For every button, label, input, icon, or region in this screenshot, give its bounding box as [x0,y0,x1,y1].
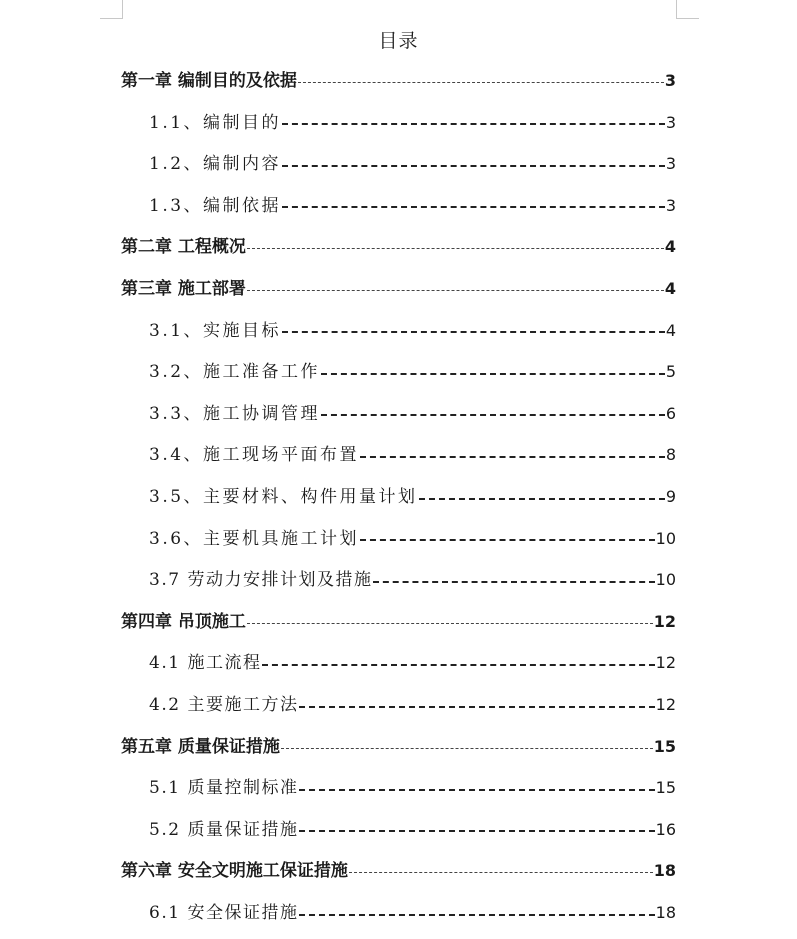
toc-entry-label: 5.1 质量控制标准 [149,778,299,799]
toc-section-entry[interactable] [149,311,676,351]
toc-section-entry[interactable] [149,685,676,725]
toc-chapter-entry[interactable] [121,851,676,891]
toc-dot-leader [321,413,665,416]
toc-entry-label: 第二章 工程概况 [121,237,246,258]
toc-section-entry[interactable] [149,893,676,933]
toc-page-number: 18 [653,861,676,881]
toc-section-entry[interactable] [149,144,676,184]
toc-chapter-entry[interactable] [121,61,676,101]
toc-title: 目录 [378,30,419,52]
toc-entry-label: 3.7 劳动力安排计划及措施 [149,570,373,591]
toc-entry-label: 第五章 质量保证措施 [121,736,280,757]
toc-dot-leader [360,538,655,541]
toc-page-number: 5 [665,362,676,382]
toc-dot-leader [321,372,665,375]
toc-page-number: 12 [655,695,676,714]
toc-page-number: 3 [665,195,676,215]
toc-dot-leader [262,663,654,666]
toc-page-number: 16 [655,819,676,839]
toc-entry-label: 1.1、编制目的 [149,112,282,133]
toc-entry-label: 1.3、编制依据 [149,195,282,216]
toc-dot-leader [298,81,664,83]
toc-chapter-entry[interactable] [121,269,676,309]
crop-mark-top-right [676,0,699,19]
toc-entry-label: 3.3、施工协调管理 [149,403,321,424]
toc-entry-label: 6.1 安全保证措施 [149,903,299,923]
toc-section-entry[interactable] [149,103,676,143]
toc-page-number: 10 [655,528,676,548]
toc-page-number: 18 [655,903,676,922]
toc-entry-label: 3.4、施工现场平面布置 [149,445,360,466]
toc-page-number: 9 [665,487,676,506]
toc-entry-label: 3.2、施工准备工作 [149,362,321,383]
toc-page-number: 15 [653,736,676,756]
toc-dot-leader [282,122,665,125]
toc-page-number: 4 [665,320,676,340]
toc-entry-label: 5.2 质量保证措施 [149,819,299,840]
toc-dot-leader [282,164,665,167]
toc-page-number: 15 [655,778,676,798]
toc-entry-label: 第三章 施工部署 [121,279,246,299]
toc-section-entry[interactable] [149,810,676,850]
toc-dot-leader [281,747,653,749]
toc-entry-label: 3.1、实施目标 [149,320,282,341]
toc-entry-label: 第四章 吊顶施工 [121,611,246,632]
toc-dot-leader [373,580,654,583]
toc-dot-leader [299,829,654,832]
toc-section-entry[interactable] [149,394,676,434]
toc-page-number: 3 [665,154,676,174]
toc-dot-leader [299,788,654,791]
toc-dot-leader [247,622,653,624]
toc-section-entry[interactable] [149,560,676,600]
toc-dot-leader [247,247,664,249]
crop-mark-top-left [100,0,123,19]
toc-dot-leader [299,913,654,916]
toc-chapter-entry[interactable] [121,727,676,767]
toc-chapter-entry[interactable] [121,602,676,642]
toc-page-number: 4 [664,237,676,257]
toc-page-number: 10 [655,570,676,590]
toc-dot-leader [360,455,665,458]
toc-section-entry[interactable] [149,643,676,683]
toc-dot-leader [419,497,665,500]
toc-page-number: 4 [664,279,676,298]
toc-page-number: 12 [653,611,676,631]
toc-section-entry[interactable] [149,435,676,475]
toc-entry-label: 第一章 编制目的及依据 [121,71,297,91]
toc-entry-label: 4.2 主要施工方法 [149,695,299,715]
toc-dot-leader [349,871,653,873]
toc-chapter-entry[interactable] [121,227,676,267]
toc-section-entry[interactable] [149,519,676,559]
toc-dot-leader [282,330,665,333]
toc-page-number: 3 [664,71,676,90]
toc-section-entry[interactable] [149,352,676,392]
toc-section-entry[interactable] [149,477,676,517]
toc-entry-label: 第六章 安全文明施工保证措施 [121,861,348,882]
toc-section-entry[interactable] [149,768,676,808]
toc-entry-label: 3.5、主要材料、构件用量计划 [149,487,418,507]
toc-entry-label: 3.6、主要机具施工计划 [149,528,360,549]
toc-dot-leader [282,205,665,208]
toc-dot-leader [247,289,664,291]
toc-entry-label: 1.2、编制内容 [149,154,282,175]
toc-dot-leader [299,705,654,708]
toc-entry-label: 4.1 施工流程 [149,653,262,674]
toc-page-number: 3 [665,112,676,132]
toc-page-number: 12 [655,653,676,673]
toc-page-number: 6 [665,403,676,423]
toc-section-entry[interactable] [149,186,676,226]
toc-page-number: 8 [665,445,676,465]
